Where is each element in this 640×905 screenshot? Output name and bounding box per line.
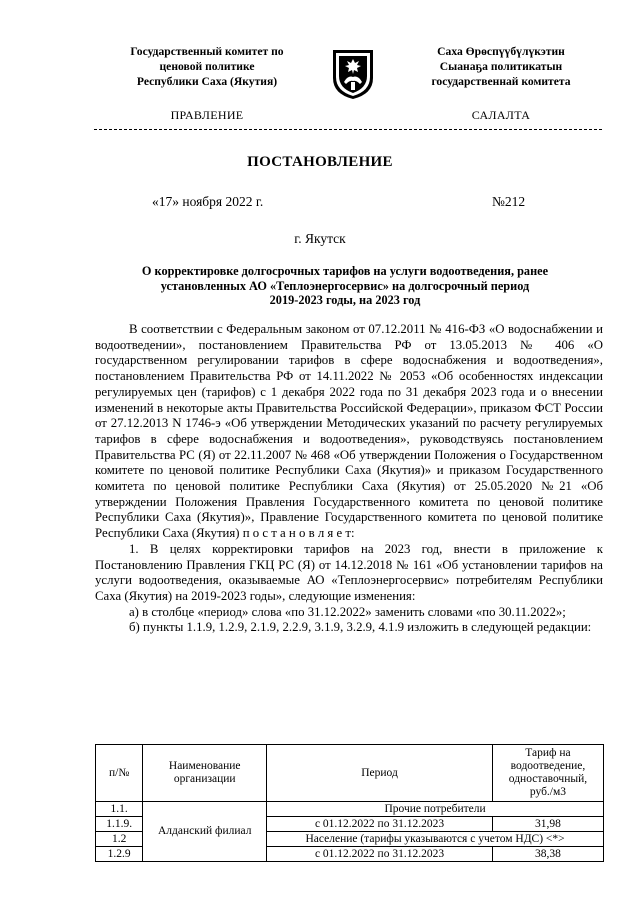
subject-line: установленных АО «Теплоэнергосервис» на долгосрочный период [160,278,530,293]
header-num: п/№ [96,745,143,802]
board-label-russian: ПРАВЛЕНИЕ [170,108,244,122]
period-cell: с 01.12.2022 по 31.12.2023 [267,847,493,862]
consumer-group-cell: Население (тарифы указываются с учетом НДС) <*> [267,832,604,847]
header-period: Период [267,745,493,802]
row-num: 1.2.9 [96,847,143,862]
org-name-line: Государственный комитет по [130,45,284,58]
table-header-row [96,745,604,802]
table-row [96,802,604,817]
body-paragraph-item-1: 1. В целях корректировки тарифов на 2023 год, внести в приложение к Постановлению Правления ГКЦ РС (Я) от 14.12.2018 № 161 «Об установлении тарифов на услуги водоотведения, оказываемые АО «Теплоэнергосервис» потребителям Республики Саха (Якутия) на 2019-2023 годы», следующие изменения: [95,541,603,603]
tariff-table [95,744,604,862]
consumer-group-cell: Прочие потребители [267,802,604,817]
org-name-line: Республики Саха (Якутия) [136,75,278,89]
board-label-sakha: САЛАЛТА [471,108,531,122]
header-tariff: Тариф на водоотведение, одноставочный, руб./м3 [492,745,603,802]
row-num: 1.1.9. [96,817,143,832]
document-date: «17» ноября 2022 г. [152,194,264,209]
letterhead [0,44,640,104]
document-body [95,322,603,636]
body-paragraph-item-b: б) пункты 1.1.9, 1.2.9, 2.1.9, 2.2.9, 3.1.9, 3.2.9, 4.1.9 изложить в следующей редакции: [129,620,592,635]
org-name-sakha [398,44,604,90]
document-subject [110,264,580,308]
row-num: 1.2 [96,832,143,847]
document-city: г. Якутск [294,231,346,246]
header-org: Наименование организации [143,745,267,802]
document-number: №212 [492,194,526,209]
org-name-cell: Алданский филиал [143,802,267,862]
org-name-line: Сыанаҕа политикатын [439,60,563,74]
org-name-line: ценовой политике [159,60,255,74]
org-name-line: государственнай комитета [431,75,571,89]
org-name-line: Саха Өрөспүүбүлүкэтин [437,45,565,58]
document-title: ПОСТАНОВЛЕНИЕ [247,154,393,170]
tariff-cell: 31,98 [492,817,603,832]
body-paragraph-item-a: а) в столбце «период» слова «по 31.12.2022» заменить словами «по 30.11.2022»; [129,604,566,619]
tariff-cell: 38,38 [492,847,603,862]
subject-line: 2019-2023 годы, на 2023 год [269,293,421,308]
header-divider [94,129,602,130]
sakha-coat-of-arms-icon [330,48,376,100]
org-name-russian [104,44,310,90]
period-cell: с 01.12.2022 по 31.12.2023 [267,817,493,832]
subject-line: О корректировке долгосрочных тарифов на услуги водоотведения, ранее [141,264,549,278]
body-paragraph-preamble: В соответствии с Федеральным законом от 07.12.2011 № 416-ФЗ «О водоснабжении и водоотведении», постановлением Правительства РФ от 13.05.2013 № 406 «О государственном регулировании тарифов в сфере водоснабжения и водоотведения», постановлением Правительства РФ от 14.11.2022 № 2053 «Об особенностях индексации регулируемых цен (тарифов) с 1 декабря 2022 года по 31 декабря 2023 года и о внесении изменений в некоторые акты Правительства Российской Федерации», приказом ФСТ России от 27.12.2013 N 1746-э «Об утверждении Методических указаний по расчету регулируемых тарифов в сфере водоснабжения и водоотведения», руководствуясь постановлением Правительства РС (Я) от 22.11.2007 № 468 «Об утверждении Положения о Государственном комитете по ценовой политике Республики Саха (Якутия)» и приказом Государственного комитета по ценовой политике Республики Саха (Якутия) от 25.05.2020 №21 «Об утверждении Положения Правления Государственного комитета по ценовой политике Республики Саха (Якутия)», Правление Государственного комитета по ценовой политике Республики Саха (Якутия) п о с т а н о в л я е т: [95,322,603,541]
row-num: 1.1. [96,802,143,817]
